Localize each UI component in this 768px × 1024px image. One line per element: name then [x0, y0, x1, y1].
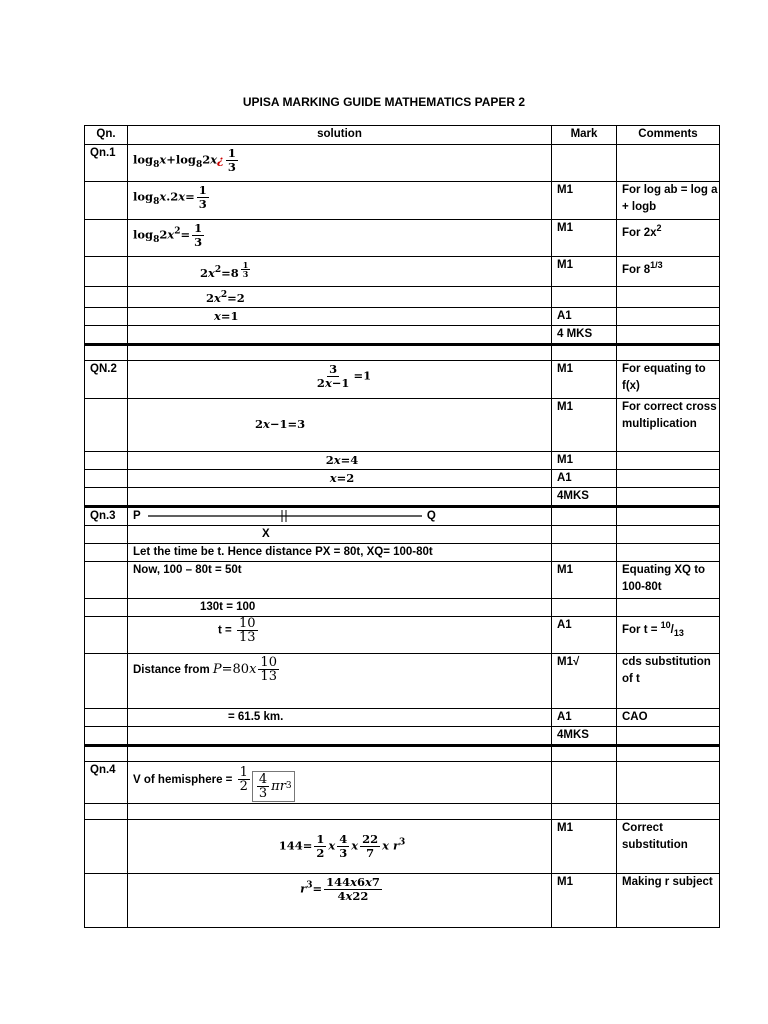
table-row — [85, 561, 720, 598]
table-header-row — [85, 126, 720, 145]
table-row — [85, 873, 720, 927]
table-row — [85, 469, 720, 487]
total-marks: 4 MKS — [552, 325, 617, 344]
mark-cell: M1 — [552, 819, 617, 873]
solution-text: Let the time be t. Hence distance PX = 80t, XQ= 100-80t — [128, 543, 552, 561]
solution-text: Now, 100 – 80t = 50t — [128, 561, 552, 598]
mark-cell: M1 — [552, 451, 617, 469]
table-row — [85, 307, 720, 325]
comment-cell — [617, 307, 720, 325]
comment-cell — [617, 525, 720, 543]
point-q-label: Q — [426, 509, 436, 522]
comment-cell — [617, 145, 720, 182]
question-label — [85, 182, 128, 220]
mark-cell — [552, 761, 617, 803]
comment-cell: For $2x^2$ — [617, 220, 720, 257]
equation: $\log_8x.2x=$ $\frac{1}{3}$ — [128, 182, 552, 220]
mark-cell: A1 — [552, 469, 617, 487]
table-row — [85, 257, 720, 287]
question-label — [85, 287, 128, 308]
comment-cell: CAO — [617, 708, 720, 726]
equation: 2x=4 — [128, 451, 552, 469]
table-row — [85, 708, 720, 726]
equation: $\frac{3}{2x-1}$ =1 — [128, 360, 552, 398]
question-label — [85, 598, 128, 616]
mark-cell: M1 — [552, 561, 617, 598]
table-row — [85, 360, 720, 398]
page-title: UPISA MARKING GUIDE MATHEMATICS PAPER 2 — [242, 95, 526, 109]
question-label — [85, 451, 128, 469]
question-label — [85, 708, 128, 726]
mark-cell: M1 — [552, 182, 617, 220]
equation: $2x^2=2$ — [128, 287, 552, 308]
question-label — [85, 487, 128, 506]
comment-text: For 8 — [622, 263, 651, 276]
comment-cell: For equating to f(x) — [617, 360, 720, 398]
table-row — [85, 543, 720, 561]
mark-cell — [552, 525, 617, 543]
question-label — [85, 653, 128, 708]
mark-cell — [552, 145, 617, 182]
solution-cell — [128, 325, 552, 344]
equation: V of hemisphere = $\frac{1}{2}$ $\frac{4}{3}$ πr 3 — [128, 761, 552, 803]
equation: Distance from P=80x $\frac{10}{13}$ — [128, 653, 552, 708]
table-row — [85, 287, 720, 308]
table-row — [85, 819, 720, 873]
table-row — [85, 745, 720, 761]
mark-cell: A1 — [552, 708, 617, 726]
empty-cell — [552, 803, 617, 819]
equation: 144= $\frac{1}{2}$ x $\frac{4}{3}$ x $\frac{22}{7}$ x $r^3$ — [128, 819, 552, 873]
question-label — [85, 561, 128, 598]
marking-table — [84, 125, 720, 928]
equation: $r^3=$ $\frac{144x6x7}{4x22}$ — [128, 873, 552, 927]
comment-cell: cds substitution of t — [617, 653, 720, 708]
line-segment-diagram — [128, 506, 552, 525]
table-row — [85, 726, 720, 745]
comment-cell: For $t = ^{10}/_{13}$ — [617, 616, 720, 653]
question-label — [85, 819, 128, 873]
header-qn: Qn. — [85, 126, 128, 145]
empty-cell — [128, 803, 552, 819]
question-label — [85, 525, 128, 543]
table-row — [85, 598, 720, 616]
comment-cell — [617, 287, 720, 308]
mark-cell: A1 — [552, 307, 617, 325]
equation: $\log_82x^2=$ $\frac{1}{3}$ — [128, 220, 552, 257]
empty-cell — [85, 803, 128, 819]
question-label — [85, 220, 128, 257]
question-label — [85, 873, 128, 927]
solution-cell — [128, 487, 552, 506]
question-label — [85, 307, 128, 325]
solution-text: t = — [218, 624, 232, 637]
header-comments: Comments — [617, 126, 720, 145]
table-row — [85, 398, 720, 451]
header-solution: solution — [128, 126, 552, 145]
question-label: Qn.3 — [85, 506, 128, 525]
header-mark: Mark — [552, 126, 617, 145]
mark-cell: M1 — [552, 220, 617, 257]
empty-cell — [128, 344, 552, 360]
mark-cell — [552, 506, 617, 525]
empty-cell — [552, 745, 617, 761]
solution-text: V of hemisphere = — [133, 773, 233, 786]
comment-text: For 2x — [622, 226, 657, 239]
solution-text: Distance from — [133, 663, 210, 676]
table-row — [85, 525, 720, 543]
segment-pq — [144, 510, 424, 522]
comment-cell: For log ab = log a + logb — [617, 182, 720, 220]
empty-cell — [617, 803, 720, 819]
mark-cell — [552, 287, 617, 308]
comment-cell — [617, 726, 720, 745]
comment-cell: Equating XQ to 100-80t — [617, 561, 720, 598]
equation: x=2 — [128, 469, 552, 487]
comment-cell — [617, 469, 720, 487]
total-marks: 4MKS — [552, 726, 617, 745]
question-label: Qn.1 — [85, 145, 128, 182]
comment-cell — [617, 487, 720, 506]
empty-cell — [552, 344, 617, 360]
mark-cell: M1 — [552, 398, 617, 451]
table-row — [85, 451, 720, 469]
question-label — [85, 257, 128, 287]
table-row — [85, 182, 720, 220]
mark-cell: M1 — [552, 257, 617, 287]
comment-cell: Making r subject — [617, 873, 720, 927]
equation: $\log_8x+\log_82x¿$ $\frac{1}{3}$ — [128, 145, 552, 182]
total-marks: 4MKS — [552, 487, 617, 506]
question-label: Qn.4 — [85, 761, 128, 803]
question-label — [85, 398, 128, 451]
table-row — [85, 220, 720, 257]
question-label — [85, 726, 128, 745]
mark-cell: M1 — [552, 360, 617, 398]
solution-text: = 61.5 km. — [128, 708, 552, 726]
table-row — [85, 761, 720, 803]
comment-cell: For $8^{1/3}$ — [617, 257, 720, 287]
question-label — [85, 543, 128, 561]
table-row — [85, 506, 720, 525]
question-label — [85, 325, 128, 344]
empty-cell — [128, 745, 552, 761]
comment-cell — [617, 506, 720, 525]
mark-cell — [552, 598, 617, 616]
equation: 2x−1=3 — [128, 398, 552, 451]
solution-cell — [128, 726, 552, 745]
comment-cell — [617, 761, 720, 803]
comment-cell — [617, 325, 720, 344]
table-row — [85, 344, 720, 360]
question-label — [85, 616, 128, 653]
mark-cell: A1 — [552, 616, 617, 653]
table-row — [85, 487, 720, 506]
empty-cell — [617, 745, 720, 761]
marking-table-wrapper — [84, 125, 719, 928]
comment-cell — [617, 598, 720, 616]
table-row — [85, 653, 720, 708]
comment-text: For t = — [622, 623, 661, 636]
equation: x=1 — [128, 307, 552, 325]
table-row — [85, 325, 720, 344]
question-label: QN.2 — [85, 360, 128, 398]
comment-cell: Correct substitution — [617, 819, 720, 873]
mark-cell: M1√ — [552, 653, 617, 708]
question-label — [85, 469, 128, 487]
mark-cell — [552, 543, 617, 561]
point-x-label: X — [262, 527, 270, 540]
equation: t = $\frac{10}{13}$ — [128, 616, 552, 653]
table-row — [85, 145, 720, 182]
table-row — [85, 803, 720, 819]
comment-cell: For correct cross multiplication — [617, 398, 720, 451]
point-p-label: P — [133, 509, 141, 522]
mark-cell: M1 — [552, 873, 617, 927]
empty-cell — [85, 745, 128, 761]
empty-cell — [85, 344, 128, 360]
solution-text: 130t = 100 — [128, 598, 552, 616]
comment-cell — [617, 451, 720, 469]
empty-cell — [617, 344, 720, 360]
point-x-cell — [128, 525, 552, 543]
comment-cell — [617, 543, 720, 561]
table-row — [85, 616, 720, 653]
equation: $2x^2=8$ $^{\frac{1}{3}}$ — [128, 257, 552, 287]
